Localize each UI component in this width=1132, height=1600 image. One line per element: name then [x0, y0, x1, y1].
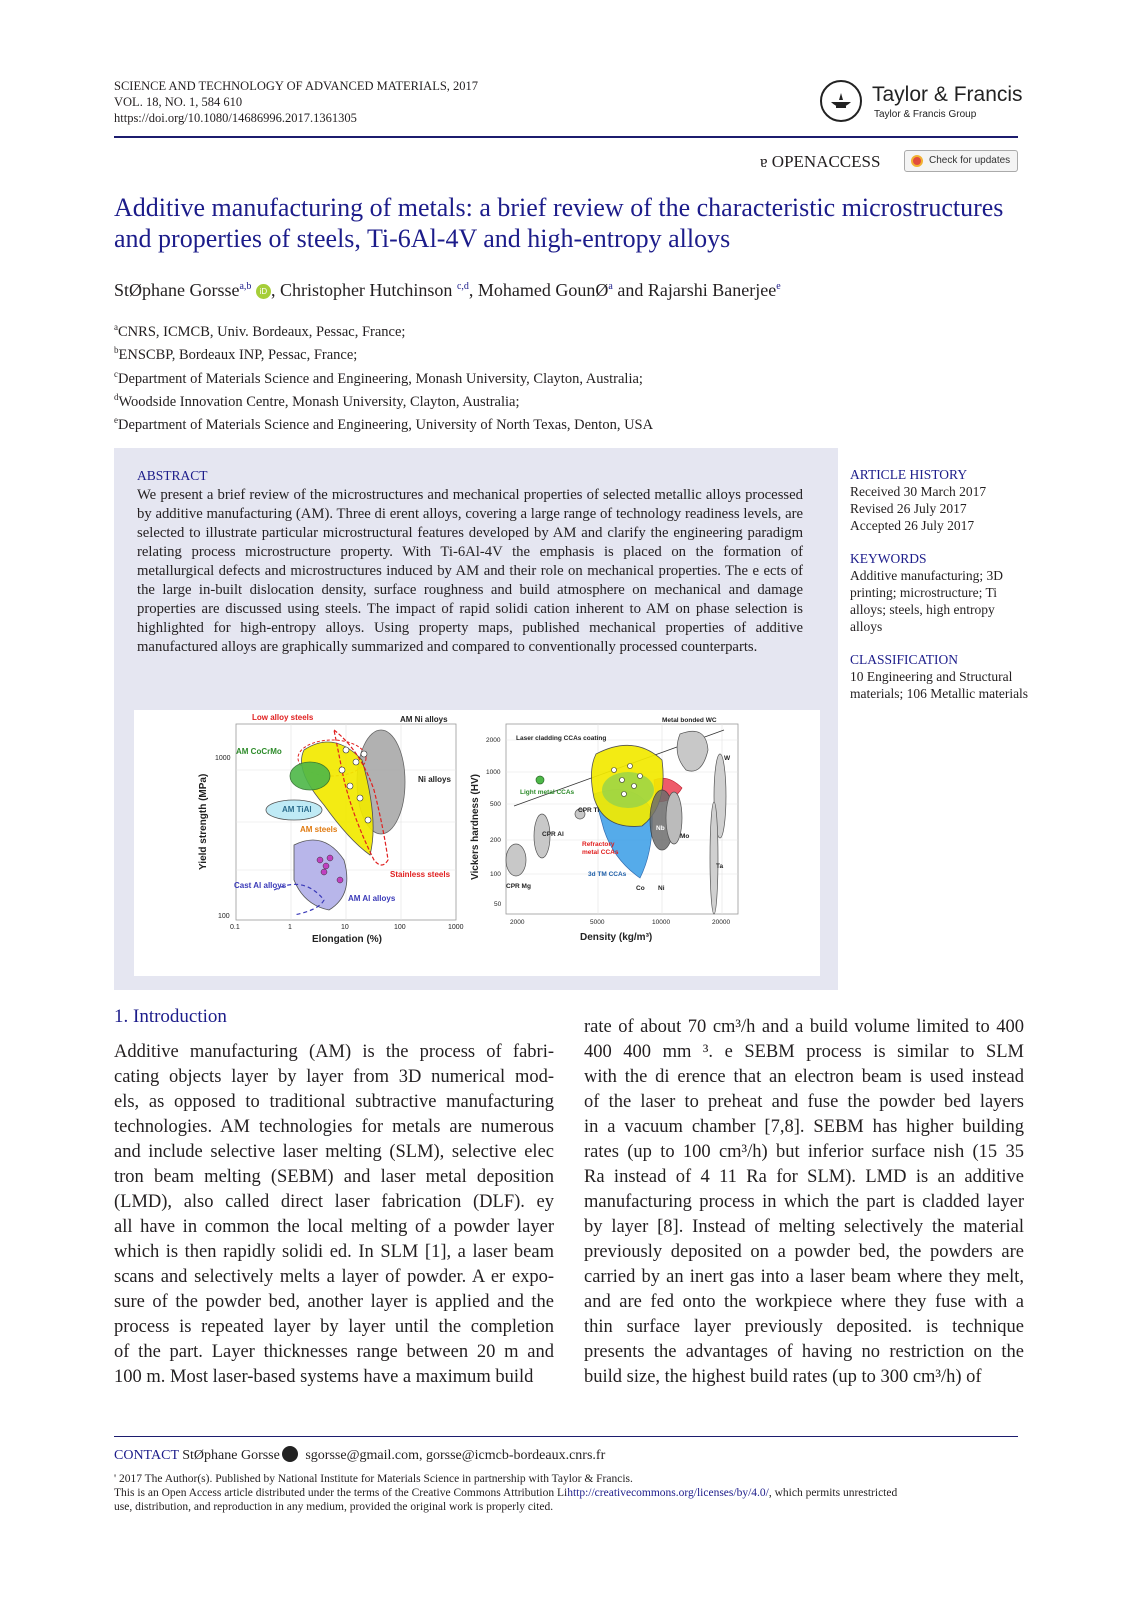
map-label: AM Ni alloys	[400, 715, 448, 724]
map-label: metal CCAs	[582, 849, 619, 856]
body-text-line: and include selective laser melting (SLM), selective elec	[114, 1142, 554, 1162]
body-text-line: 400 400 mm ³. e SEBM process is similar to SLM	[584, 1042, 1024, 1062]
classification-text: 10 Engineering and Structural materials; 106 Metallic materials	[850, 669, 1029, 701]
map-label: 3d TM CCAs	[588, 871, 627, 878]
affiliation: $^b$ENSCBP, Bordeaux INP, Pessac, France;	[114, 345, 358, 364]
body-text-line: previously deposited on a powder bed, the powders are	[584, 1242, 1024, 1262]
y-tick: 200	[490, 837, 501, 844]
affiliation: $^d$Woodside Innovation Centre, Monash University, Clayton, Australia;	[114, 391, 520, 410]
author-affil-sup: c,d	[456, 281, 469, 292]
map-label: Ni	[658, 885, 665, 892]
email-icon	[282, 1446, 298, 1462]
section-heading	[114, 1006, 227, 1028]
body-column-left	[114, 1040, 554, 1390]
y-axis-label: Yield strength (MPa)	[198, 773, 209, 870]
body-text-line: in a vacuum chamber [7,8]. SEBM has higher building	[584, 1117, 1024, 1137]
open-access-label: OPENACCESS	[771, 152, 881, 171]
graphical-abstract	[134, 710, 820, 976]
author-affil-sup: e	[776, 281, 781, 292]
body-column-right	[584, 1015, 1024, 1390]
x-axis-label: Elongation (%)	[312, 934, 382, 945]
received-date: Received 30 March 2017	[850, 484, 987, 499]
journal-volume: VOL. 18, NO. 1, 584 610	[114, 95, 243, 109]
map-label: AM CoCrMo	[236, 747, 282, 756]
journal-info	[114, 78, 478, 126]
license-notice	[114, 1472, 1034, 1514]
map-label: Refractory	[582, 841, 615, 848]
body-text-line: els, as opposed to traditional subtractive manufacturing	[114, 1092, 554, 1112]
map-label: Mo	[680, 833, 690, 840]
orcid-icon[interactable]: iD	[256, 284, 271, 299]
body-text-line: sure of the powder bed, another layer is applied and the	[114, 1292, 554, 1312]
map-label: CPR Ti	[578, 807, 600, 814]
body-text-line: which is then rapidly solidi ed. In SLM [1], a laser beam	[114, 1242, 554, 1262]
affiliation: $^a$CNRS, ICMCB, Univ. Bordeaux, Pessac, France;	[114, 322, 406, 340]
right-map	[470, 717, 738, 943]
body-text-line: carried by an inert gas into a laser beam where they melt,	[584, 1267, 1024, 1287]
license-line-2: use, distribution, and reproduction in any medium, provided the original work is properly cited.	[114, 1501, 554, 1513]
affiliations	[114, 318, 653, 435]
x-tick: 5000	[590, 919, 605, 926]
x-tick: 2000	[510, 919, 525, 926]
license-link[interactable]: http://creativecommons.org/licenses/by/4.0/	[567, 1487, 769, 1499]
body-text-line: and are fed onto the workpiece where they fuse with a	[584, 1292, 1024, 1312]
section-number: 1.	[114, 1006, 129, 1027]
author-list	[114, 280, 781, 301]
check-updates-label: Check for updates	[929, 155, 1011, 166]
revised-date: Revised 26 July 2017	[850, 501, 967, 516]
open-lock-icon: ɐ	[760, 152, 768, 171]
map-label: Ta	[716, 863, 724, 870]
y-tick: 50	[494, 901, 502, 908]
body-text-line: of the part. Layer thicknesses range between 20 m and	[114, 1342, 554, 1362]
x-tick: 100	[394, 924, 406, 931]
contact-label: CONTACT	[114, 1448, 179, 1463]
body-text-line: technologies. AM technologies for metals are numerous	[114, 1117, 554, 1137]
body-text-line: by layer [8]. Instead of melting selectively the material	[584, 1217, 1024, 1237]
author-name[interactable]: and Rajarshi Banerjee	[612, 280, 777, 300]
y-axis-label: Vickers hardness (HV)	[470, 774, 481, 880]
publisher-logo	[820, 78, 1023, 128]
body-text-line: (LMD), also called direct laser fabrication (DLF). ey	[114, 1192, 554, 1212]
footer-rule	[114, 1436, 1018, 1437]
body-text-line: manufacturing process in which the part is cladded layer	[584, 1192, 1024, 1212]
copyright-line: ' 2017 The Author(s). Published by National Institute for Materials Science in partnership with Taylor & Francis.	[114, 1473, 633, 1485]
license-line: This is an Open Access article distributed under the terms of the Creative Commons Attribution Lihttp://creativecommons.org/licenses/by/4.0/, which permits unrestricted	[114, 1487, 898, 1499]
check-updates-button[interactable]	[904, 150, 1018, 172]
body-text-line: scans and selectively melts a layer of powder. A er expo-	[114, 1267, 554, 1287]
map-label: CPR Al	[542, 831, 564, 838]
property-maps	[134, 710, 820, 976]
abstract-heading: ABSTRACT	[137, 468, 208, 483]
x-tick: 0.1	[230, 924, 240, 931]
author-name[interactable]: , Mohamed GounØ	[468, 280, 609, 300]
history-block	[850, 466, 1030, 534]
body-text-line: rate of about 70 cm³/h and a build volume limited to 400	[584, 1017, 1024, 1037]
section-title: Introduction	[133, 1006, 227, 1027]
body-text-line: rates (up to 100 cm³/h) but inferior surface nish (15 35	[584, 1142, 1024, 1162]
map-label: Nb	[656, 825, 665, 832]
author-name[interactable]: StØphane Gorsse	[114, 280, 240, 300]
author-affil-sup: a,b	[239, 281, 252, 292]
author-affil-sup: a	[608, 281, 613, 292]
map-label: AM TiAl	[282, 805, 312, 814]
keywords-text: Additive manufacturing; 3D printing; microstructure; Ti alloys; steels, high entropy alloys	[850, 568, 1003, 634]
author-name[interactable]: , Christopher Hutchinson	[270, 280, 457, 300]
map-label: W	[724, 755, 731, 762]
body-text-line: build size, the highest build rates (up to 300 cm³/h) of	[584, 1367, 982, 1387]
publisher-group: Taylor & Francis Group	[874, 109, 977, 120]
y-tick: 100	[490, 871, 501, 878]
lamp-icon	[820, 80, 862, 122]
publisher-name: Taylor & Francis	[872, 83, 1023, 106]
crossmark-icon	[911, 155, 923, 167]
article-sidebar	[850, 466, 1030, 718]
map-label: Light metal CCAs	[520, 789, 575, 796]
map-label: Cast Al alloys	[234, 881, 287, 890]
y-tick: 1000	[486, 769, 501, 776]
body-text-line: with the di erence that an electron beam is used instead	[584, 1067, 1024, 1087]
header-rule	[114, 136, 1018, 138]
map-label: Ni alloys	[418, 775, 451, 784]
map-label: Laser cladding CCAs coating	[516, 735, 607, 742]
map-label: AM Al alloys	[348, 894, 396, 903]
x-axis-label: Density (kg/m³)	[580, 932, 653, 943]
y-tick: 2000	[486, 737, 501, 744]
x-tick: 1	[288, 924, 292, 931]
map-label: CPR Mg	[506, 883, 531, 890]
body-text-line: process is repeated layer by layer until the completion	[114, 1317, 554, 1337]
body-text-line: Additive manufacturing (AM) is the process of fabri-	[114, 1042, 554, 1062]
affiliation: $^c$Department of Materials Science and Engineering, Monash University, Clayton, Australia;	[114, 368, 643, 387]
map-label: AM steels	[300, 825, 338, 834]
x-tick: 20000	[712, 919, 731, 926]
contact-emails[interactable]: sgorsse@gmail.com, gorsse@icmcb-bordeaux.cnrs.fr	[305, 1448, 606, 1463]
history-heading: ARTICLE HISTORY	[850, 467, 968, 482]
body-text-line: of the laser to preheat and fuse the powder bed layers	[584, 1092, 1024, 1112]
body-text-line: thin surface layer previously deposited. is technique	[584, 1317, 1024, 1337]
classification-block	[850, 651, 1030, 702]
y-tick: 500	[490, 801, 501, 808]
classification-heading: CLASSIFICATION	[850, 652, 959, 667]
accepted-date: Accepted 26 July 2017	[850, 518, 975, 533]
x-tick: 10	[341, 924, 349, 931]
body-text-line: all have in common the local melting of a powder layer	[114, 1217, 554, 1237]
map-label: Co	[636, 885, 645, 892]
left-map	[198, 713, 464, 945]
abstract-text: We present a brief review of the microstructures and mechanical properties of selected metallic alloys processed by additive manufacturing (AM). Three di erent alloys, covering a large range of technology readiness levels, are selected to illustrate particular microstructural features developed by AM and clarify the engineering paradigm relating process microstructure property. With Ti-6Al-4V the emphasis is placed on the formation of metallurgical defects and microstructures induced by AM and their role on mechanical properties. The e ects of the large in-built dislocation density, surface roughness and build atmosphere on mechanical and damage properties are discussed using steels. The impact of rapid solidi cation inherent to AM on phase selection is highlighted for high-entropy alloys. Using property maps, published mechanical properties of additive manufactured alloys are graphically summarized and compared to conventionally processed counterparts.	[137, 487, 803, 655]
map-label: Metal bonded WC	[662, 717, 717, 724]
article-title: Additive manufacturing of metals: a brief review of the characteristic microstructures and properties of steels, Ti-6Al-4V and high-entropy alloys	[114, 193, 1004, 253]
contact-name: StØphane Gorsse	[182, 1448, 280, 1463]
keywords-heading: KEYWORDS	[850, 551, 927, 566]
body-text-line: tron beam melting (SEBM) and laser metal deposition	[114, 1167, 554, 1187]
affiliation: $^e$Department of Materials Science and Engineering, University of North Texas, Denton, USA	[114, 415, 654, 434]
y-tick: 100	[218, 913, 230, 920]
map-label: Low alloy steels	[252, 713, 314, 722]
body-text-line: cating objects layer by layer from 3D numerical mod-	[114, 1067, 554, 1087]
y-tick: 1000	[215, 755, 231, 762]
map-label: Stainless steels	[390, 870, 451, 879]
contact-line	[114, 1446, 605, 1464]
body-text-line: Ra instead of 4 11 Ra for SLM). LMD is an additive	[584, 1167, 1024, 1187]
x-tick: 1000	[448, 924, 464, 931]
body-text-line: presents the advantages of having no restriction on the	[584, 1342, 1024, 1362]
keywords-block	[850, 550, 1030, 635]
open-access-badge	[760, 152, 880, 172]
doi-link[interactable]: https://doi.org/10.1080/14686996.2017.1361305	[114, 111, 357, 125]
x-tick: 10000	[652, 919, 671, 926]
journal-name: SCIENCE AND TECHNOLOGY OF ADVANCED MATERIALS, 2017	[114, 79, 479, 93]
body-text-line: 100 m. Most laser-based systems have a maximum build	[114, 1367, 534, 1387]
